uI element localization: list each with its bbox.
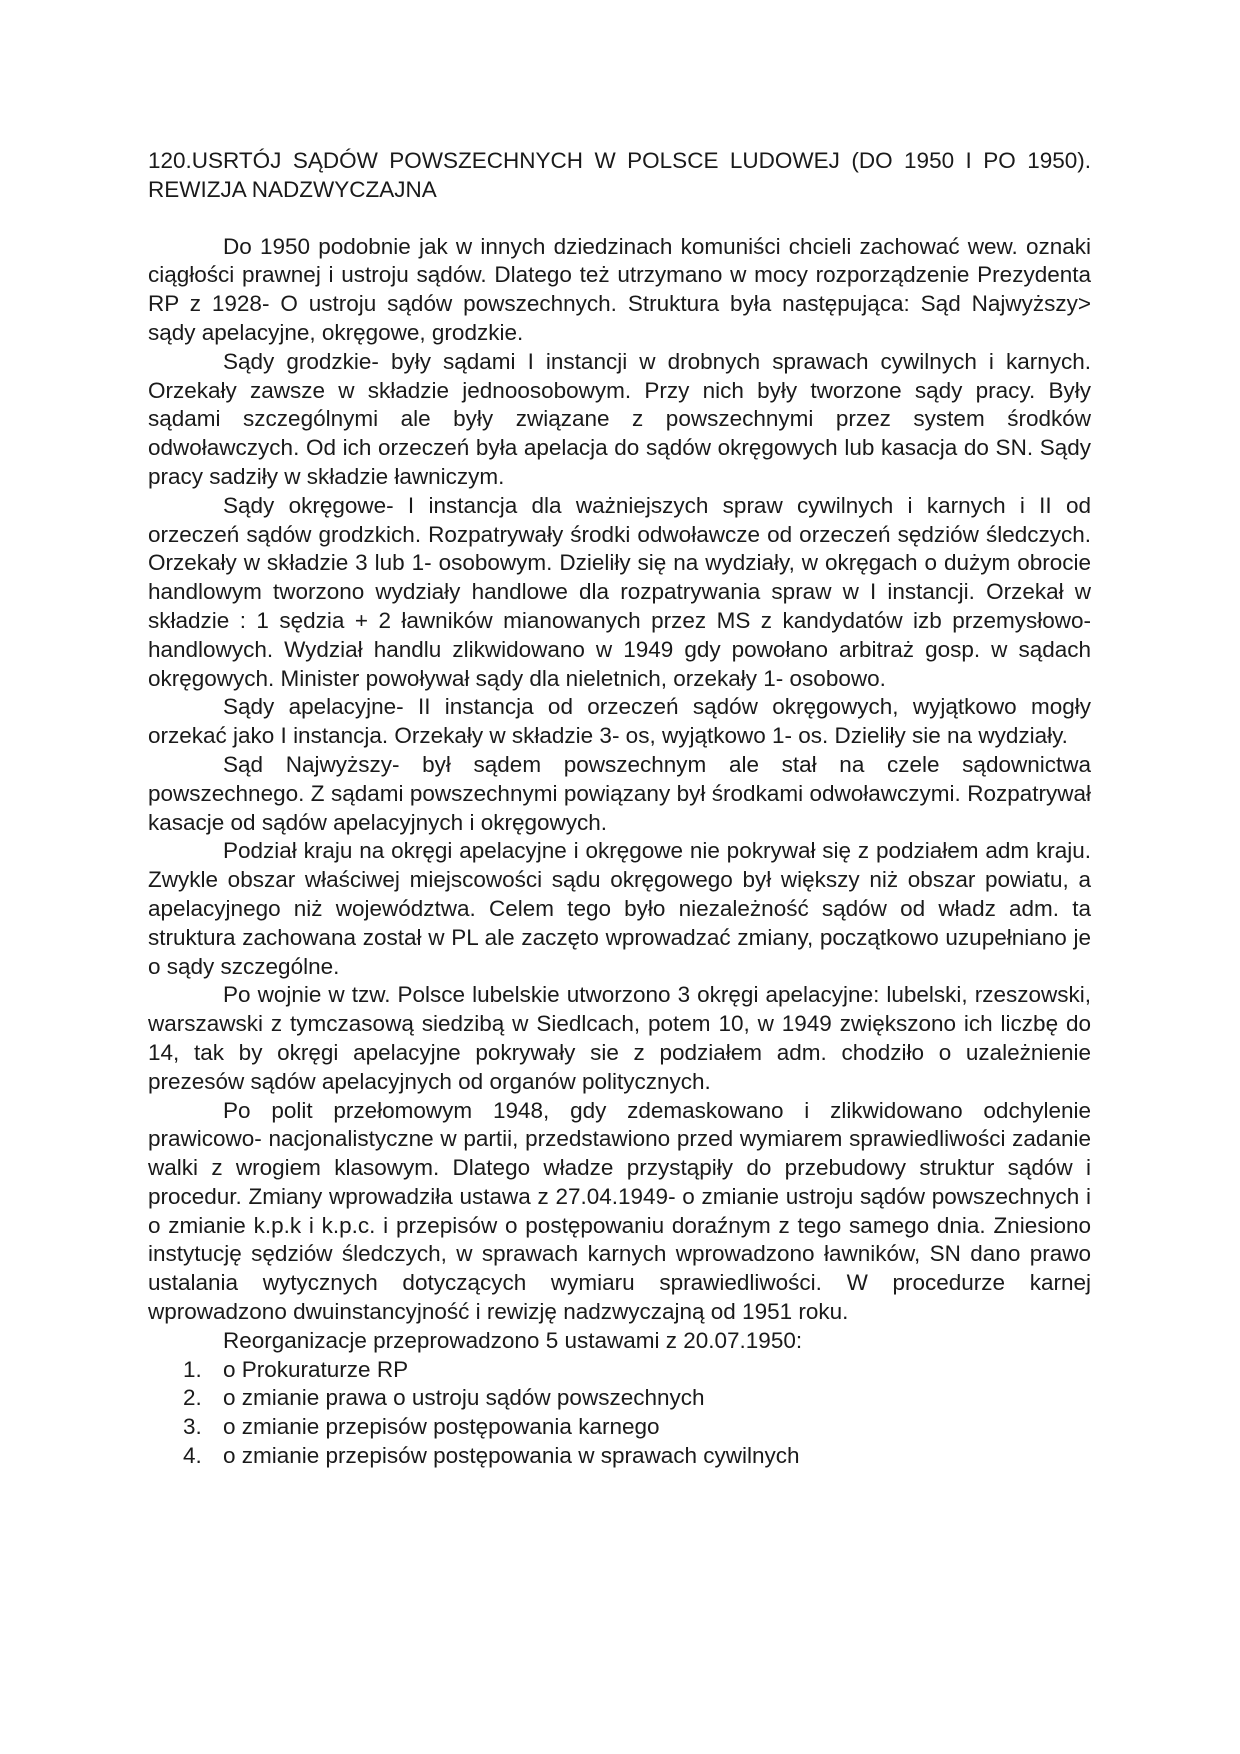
list-item-number: 2. (183, 1385, 202, 1411)
list-item-text: o zmianie przepisów postępowania karnego (223, 1414, 660, 1440)
paragraph-podzial-kraju: Podział kraju na okręgi apelacyjne i okręgowe nie pokrywał się z podziałem adm kraju. Zwykle obszar właściwej miejscowości sądu okręgowego był większy niż obszar powiatu, a apelacyjnego niż województwa. Celem tego było niezależność sądów od władz adm. ta struktura zachowana został w PL ale zaczęto wprowadzać zmiany, początkowo uzupełniano je o sądy szczególne. (148, 838, 1091, 979)
list-item-text: o zmianie prawa o ustroju sądów powszechnych (223, 1385, 705, 1411)
paragraph-przelom-1948: Po polit przełomowym 1948, gdy zdemaskowano i zlikwidowano odchylenie prawicowo- nacjonalistyczne w partii, przedstawiono przed wymiarem sprawiedliwości zadanie walki z wrogiem klasowym. Dlatego władze przystąpiły do przebudowy struktur sądów i procedur. Zmiany wprowadziła ustawa z 27.04.1949- o zmianie ustroju sądów powszechnych i o zmianie k.p.k i k.p.c. i przepisów o postępowaniu doraźnym z tego samego dnia. Zniesiono instytucję sędziów śledczych, w sprawach karnych wprowadzono ławników, SN dano prawo ustalania wytycznych dotyczących wymiaru sprawiedliwości. W procedurze karnej wprowadzono dwuinstancyjność i rewizję nadzwyczajną od 1951 roku. (148, 1097, 1091, 1325)
list-item-number: 4. (183, 1443, 202, 1469)
paragraph-apelacyjne: Sądy apelacyjne- II instancja od orzeczeń sądów okręgowych, wyjątkowo mogły orzekać jako I instancja. Orzekały w składzie 3- os, wyjątkowo 1- os. Dzieliły sie na wydziały. (148, 694, 1091, 749)
paragraph-intro: Do 1950 podobnie jak w innych dziedzinach komuniści chcieli zachować wew. oznaki ciągłości prawnej i ustroju sądów. Dlatego też utrzymano w mocy rozporządzenie Prezydenta RP z 1928- O ustroju sądów powszechnych. Struktura była następująca: Sąd Najwyższy> sądy apelacyjne, okręgowe, grodzkie. (148, 233, 1091, 345)
document-page (148, 147, 1091, 1471)
document-title: 120.USRTÓJ SĄDÓW POWSZECHNYCH W POLSCE LUDOWEJ (DO 1950 I PO 1950). REWIZJA NADZWYCZAJNA (148, 148, 1091, 202)
list-item-text: o zmianie przepisów postępowania w sprawach cywilnych (223, 1443, 800, 1469)
list-item (148, 1356, 1091, 1385)
list-item (148, 1413, 1091, 1442)
list-item (148, 1442, 1091, 1471)
paragraph-grodzkie: Sądy grodzkie- były sądami I instancji w drobnych sprawach cywilnych i karnych. Orzekały zawsze w składzie jednoosobowym. Przy nich były tworzone sądy pracy. Były sądami szczególnymi ale były związane z powszechnymi przez system środków odwoławczych. Od ich orzeczeń była apelacja do sądów okręgowych lub kasacja do SN. Sądy pracy sadziły w składzie ławniczym. (148, 348, 1091, 489)
list-intro: Reorganizacje przeprowadzono 5 ustawami z 20.07.1950: (223, 1327, 803, 1353)
list-item-number: 3. (183, 1414, 202, 1440)
list-item-number: 1. (183, 1356, 202, 1382)
paragraph-okregowe: Sądy okręgowe- I instancja dla ważniejszych spraw cywilnych i karnych i II od orzeczeń sądów grodzkich. Rozpatrywały środki odwoławcze od orzeczeń sędziów śledczych. Orzekały w składzie 3 lub 1- osobowym. Dzieliły się na wydziały, w okręgach o dużym obrocie handlowym tworzono wydziały handlowe dla rozpatrywania spraw w I instancji. Orzekał w składzie : 1 sędzia + 2 ławników mianowanych przez MS z kandydatów izb przemysłowo- handlowych. Wydział handlu zlikwidowano w 1949 gdy powołano arbitraż gosp. w sądach okręgowych. Minister powoływał sądy dla nieletnich, orzekały 1- osobowo. (148, 492, 1091, 691)
paragraph-sad-najwyzszy: Sąd Najwyższy- był sądem powszechnym ale stał na czele sądownictwa powszechnego. Z sądami powszechnymi powiązany był środkami odwoławczymi. Rozpatrywał kasacje od sądów apelacyjnych i okręgowych. (148, 751, 1091, 835)
list-item-text: o Prokuraturze RP (223, 1356, 409, 1382)
statutes-list (148, 1356, 1091, 1471)
paragraph-po-wojnie: Po wojnie w tzw. Polsce lubelskie utworzono 3 okręgi apelacyjne: lubelski, rzeszowski, warszawski z tymczasową siedzibą w Siedlcach, potem 10, w 1949 zwiększono ich liczbę do 14, tak by okręgi apelacyjne pokrywały sie z podziałem adm. chodziło o uzależnienie prezesów sądów apelacyjnych od organów politycznych. (148, 982, 1091, 1094)
list-item (148, 1384, 1091, 1413)
